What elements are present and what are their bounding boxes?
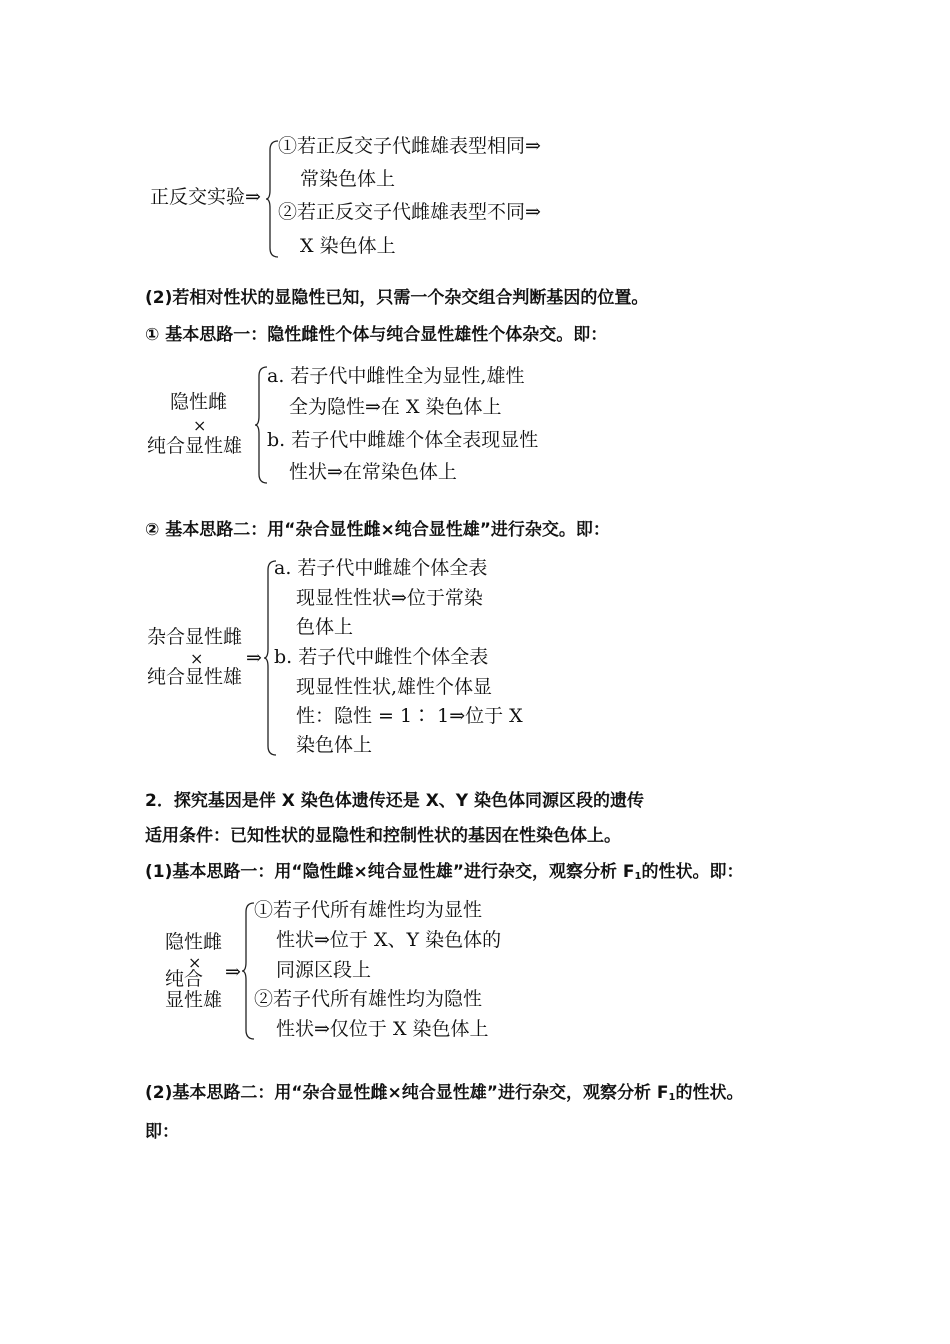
- diagram4-cross: ×: [188, 953, 202, 972]
- section-2-heading: 2．探究基因是伴 X 染色体遗传还是 X、Y 染色体同源区段的遗传: [145, 791, 645, 811]
- diagram1-brace: [266, 140, 280, 258]
- diagram2-line-2: 全为隐性⇒在 X 染色体上: [289, 396, 502, 418]
- diagram1-line-4: X 染色体上: [300, 235, 396, 257]
- diagram3-line-4: b. 若子代中雌性个体全表: [274, 646, 489, 668]
- condition-text: 适用条件：已知性状的显隐性和控制性状的基因在性染色体上。: [145, 826, 621, 846]
- diagram4-brace: [242, 902, 256, 1040]
- paragraph-b2: (2)基本思路二：用“杂合显性雌×纯合显性雄”进行杂交，观察分析 $F_1$的性状。: [145, 1083, 744, 1103]
- diagram3-line-3: 色体上: [296, 616, 354, 638]
- diagram3-line-6: 性：隐性 = 1∶ 1⇒位于 X: [296, 705, 523, 727]
- diagram4-line-1: ①若子代所有雄性均为显性: [254, 899, 483, 921]
- diagram4-line-5: 性状⇒仅位于 X 染色体上: [276, 1018, 489, 1040]
- diagram1-line-2: 常染色体上: [300, 168, 396, 190]
- diagram1-line-1: ①若正反交子代雌雄表型相同⇒: [278, 135, 541, 157]
- diagram4-left-top: 隐性雌: [165, 931, 223, 953]
- diagram4-arrow: ⇒: [225, 961, 241, 983]
- paragraph-b2-tail: 即：: [145, 1122, 179, 1142]
- paragraph-idea-2: ② 基本思路二：用“杂合显性雌×纯合显性雄”进行杂交。即：: [145, 520, 610, 540]
- diagram4-line-2: 性状⇒位于 X、Y 染色体的: [276, 929, 502, 951]
- diagram2-left-bottom: 纯合显性雄: [147, 435, 243, 457]
- diagram3-line-1: a. 若子代中雌雄个体全表: [274, 557, 488, 579]
- diagram1-left-label: 正反交实验⇒: [150, 186, 261, 208]
- diagram3-line-5: 现显性性状,雄性个体显: [296, 676, 493, 698]
- diagram3-left-bottom: 纯合显性雄: [147, 666, 243, 688]
- paragraph-idea-1: ① 基本思路一：隐性雌性个体与纯合显性雄性个体杂交。即：: [145, 325, 608, 345]
- diagram2-line-1: a. 若子代中雌性全为显性,雄性: [267, 365, 525, 387]
- paragraph-2: (2)若相对性状的显隐性已知，只需一个杂交组合判断基因的位置。: [145, 288, 649, 308]
- diagram2-left-top: 隐性雌: [170, 391, 228, 413]
- diagram3-line-7: 染色体上: [296, 734, 373, 756]
- diagram4-line-4: ②若子代所有雄性均为隐性: [254, 988, 483, 1010]
- diagram4-left-mid: 纯合: [165, 968, 204, 990]
- diagram3-arrow: ⇒: [246, 647, 262, 669]
- diagram1-line-3: ②若正反交子代雌雄表型不同⇒: [278, 201, 541, 223]
- diagram2-line-4: 性状⇒在常染色体上: [289, 461, 457, 483]
- diagram2-line-3: b. 若子代中雌雄个体全表现显性: [267, 429, 539, 451]
- diagram3-cross: ×: [190, 649, 204, 668]
- diagram4-line-3: 同源区段上: [276, 959, 372, 981]
- diagram2-cross: ×: [193, 416, 207, 435]
- diagram3-line-2: 现显性性状⇒位于常染: [296, 587, 483, 609]
- paragraph-b1: (1)基本思路一：用“隐性雌×纯合显性雄”进行杂交，观察分析 $F_1$的性状。即：: [145, 862, 744, 882]
- diagram3-left-top: 杂合显性雌: [147, 626, 243, 648]
- diagram4-left-bottom: 显性雄: [165, 989, 223, 1011]
